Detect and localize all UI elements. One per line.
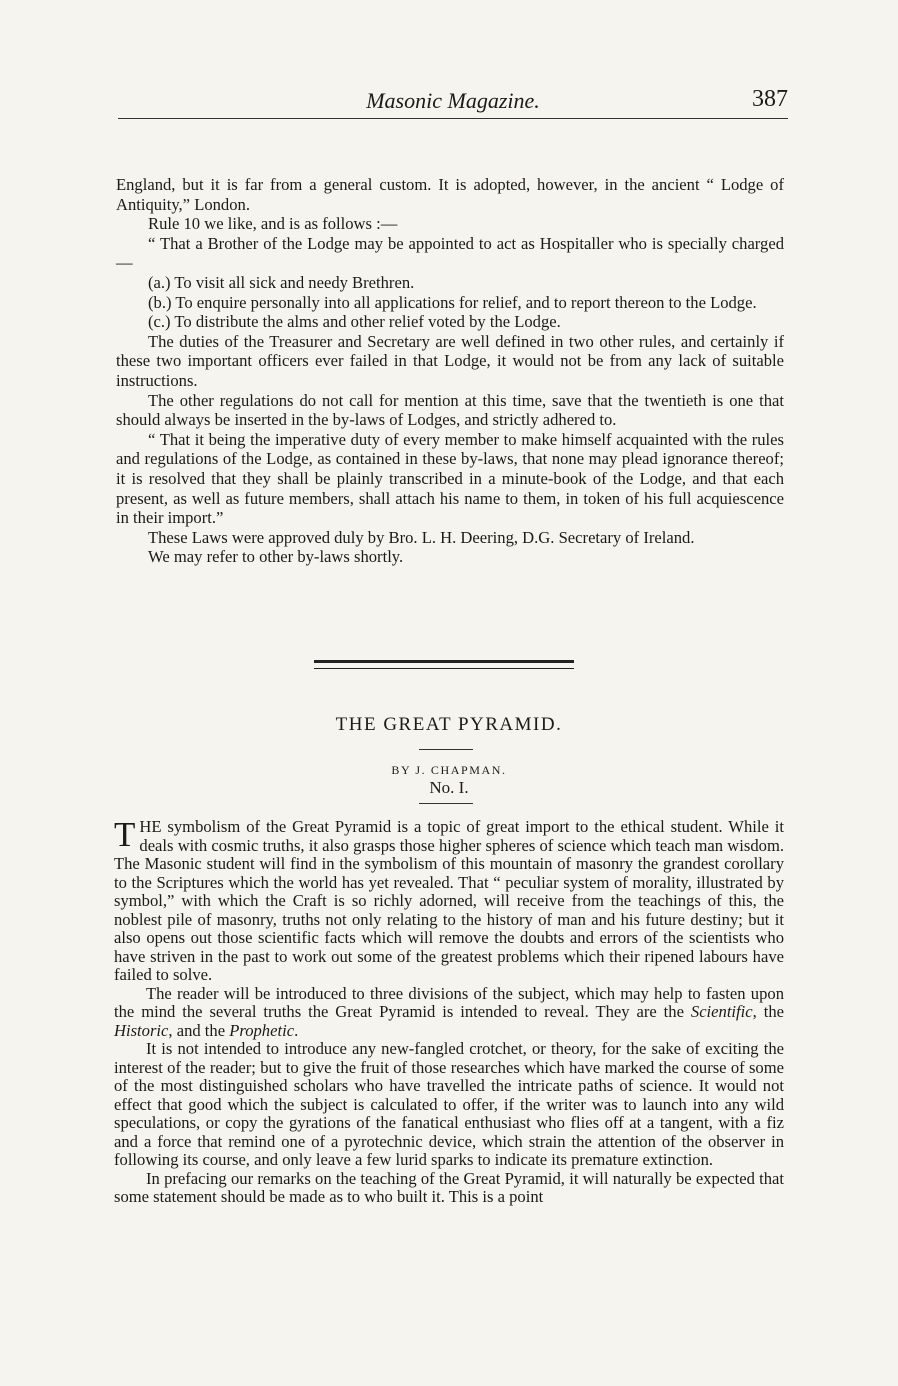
paragraph-text: , and the — [168, 1020, 230, 1040]
list-item: (b.) To enquire personally into all applications for relief, and to report thereon to the Lodge. — [148, 292, 757, 312]
paragraph — [114, 985, 784, 1041]
paragraph: “ That it being the imperative duty of every member to make himself acquainted with the rules and regulations of the Lodge, as contained in these by-laws, that none may plead ignorance thereof; it is resolved that they shall be plainly transcribed in a minute-book of the Lodge, and that each present, as well as future members, shall attach his name to them, in token of his full acquiescence in their import.” — [116, 429, 784, 528]
duty-list — [116, 273, 784, 332]
paragraph-text: , the — [752, 1002, 784, 1021]
continued-article — [116, 175, 784, 567]
drop-cap: T — [114, 815, 136, 854]
page-header — [118, 88, 788, 119]
emphasis: Prophetic — [229, 1020, 295, 1040]
running-title: Masonic Magazine. — [366, 88, 540, 113]
number-rule — [419, 803, 473, 804]
paragraph-text: . — [294, 1020, 299, 1040]
byline: BY J. CHAPMAN. — [391, 763, 507, 777]
emphasis: Historic — [114, 1020, 169, 1040]
paragraph — [114, 815, 784, 985]
title-rule — [419, 749, 473, 750]
paragraph: England, but it is far from a general custom. It is adopted, however, in the ancient “ Lodge of Antiquity,” London. — [116, 175, 784, 214]
paragraph: We may refer to other by-laws shortly. — [148, 547, 404, 567]
paragraph: Rule 10 we like, and is as follows :— — [148, 214, 398, 234]
list-item: (c.) To distribute the alms and other relief voted by the Lodge. — [148, 312, 561, 332]
paragraph-text: The reader will be introduced to three divisions of the subject, which may help to fasten upon the mind the several truths the Great Pyramid is intended to reveal. They are the — [114, 983, 784, 1021]
paragraph: “ That a Brother of the Lodge may be appointed to act as Hospitaller who is specially charged— — [116, 233, 784, 273]
article-body — [114, 815, 784, 1207]
paragraph-text: HE symbolism of the Great Pyramid is a topic of great import to the ethical student. While it deals with cosmic truths, it also grasps those higher spheres of science which teach man wisdom. The Masonic student will find in the symbolism of this mountain of masonry the grandest corollary to the Scriptures which the world has yet revealed. That “ peculiar system of morality, illustrated by symbol,” with which the Craft is so richly adorned, will receive from the teachings of this, the noblest pile of masonry, truths not only relating to the history of man and his future destiny; but it also opens out those scientific facts which will remove the doubts and errors of the scientists who have striven in the past to work out some of the greatest problems which their ripened labours have failed to solve. — [114, 817, 784, 984]
paragraph: The other regulations do not call for mention at this time, save that the twentieth is one that should always be inserted in the by-laws of Lodges, and strictly adhered to. — [116, 390, 784, 430]
paragraph: In prefacing our remarks on the teaching of the Great Pyramid, it will naturally be expected that some statement should be made as to who built it. This is a point — [114, 1168, 784, 1206]
emphasis: Scientific — [690, 1002, 753, 1021]
article-title: THE GREAT PYRAMID. — [335, 714, 563, 735]
page-number: 387 — [752, 86, 788, 112]
list-item: (a.) To visit all sick and needy Brethren. — [148, 272, 415, 292]
paragraph: It is not intended to introduce any new-fangled crotchet, or theory, for the sake of exciting the interest of the reader; but to give the fruit of those researches which have marked the course of some of the most distinguished scholars who have travelled the intricate paths of science. It would not effect that good which the subject is calculated to offer, if the writer was to launch into any wild speculations, or copy the gyrations of the fanatical enthusiast who flies off at a tangent, with a fiz and a force that remind one of a pyrotechnic device, which strain the attention of the observer in following its course, and only leave a few lurid sparks to indicate its premature extinction. — [114, 1039, 784, 1169]
paragraph: These Laws were approved duly by Bro. L. H. Deering, D.G. Secretary of Ireland. — [148, 527, 695, 547]
section-divider — [314, 660, 574, 669]
installment-number: No. I. — [429, 778, 469, 797]
paragraph: The duties of the Treasurer and Secretary are well defined in two other rules, and certainly if these two important officers ever failed in that Lodge, it would not be from any lack of suitable instructions. — [116, 331, 784, 390]
